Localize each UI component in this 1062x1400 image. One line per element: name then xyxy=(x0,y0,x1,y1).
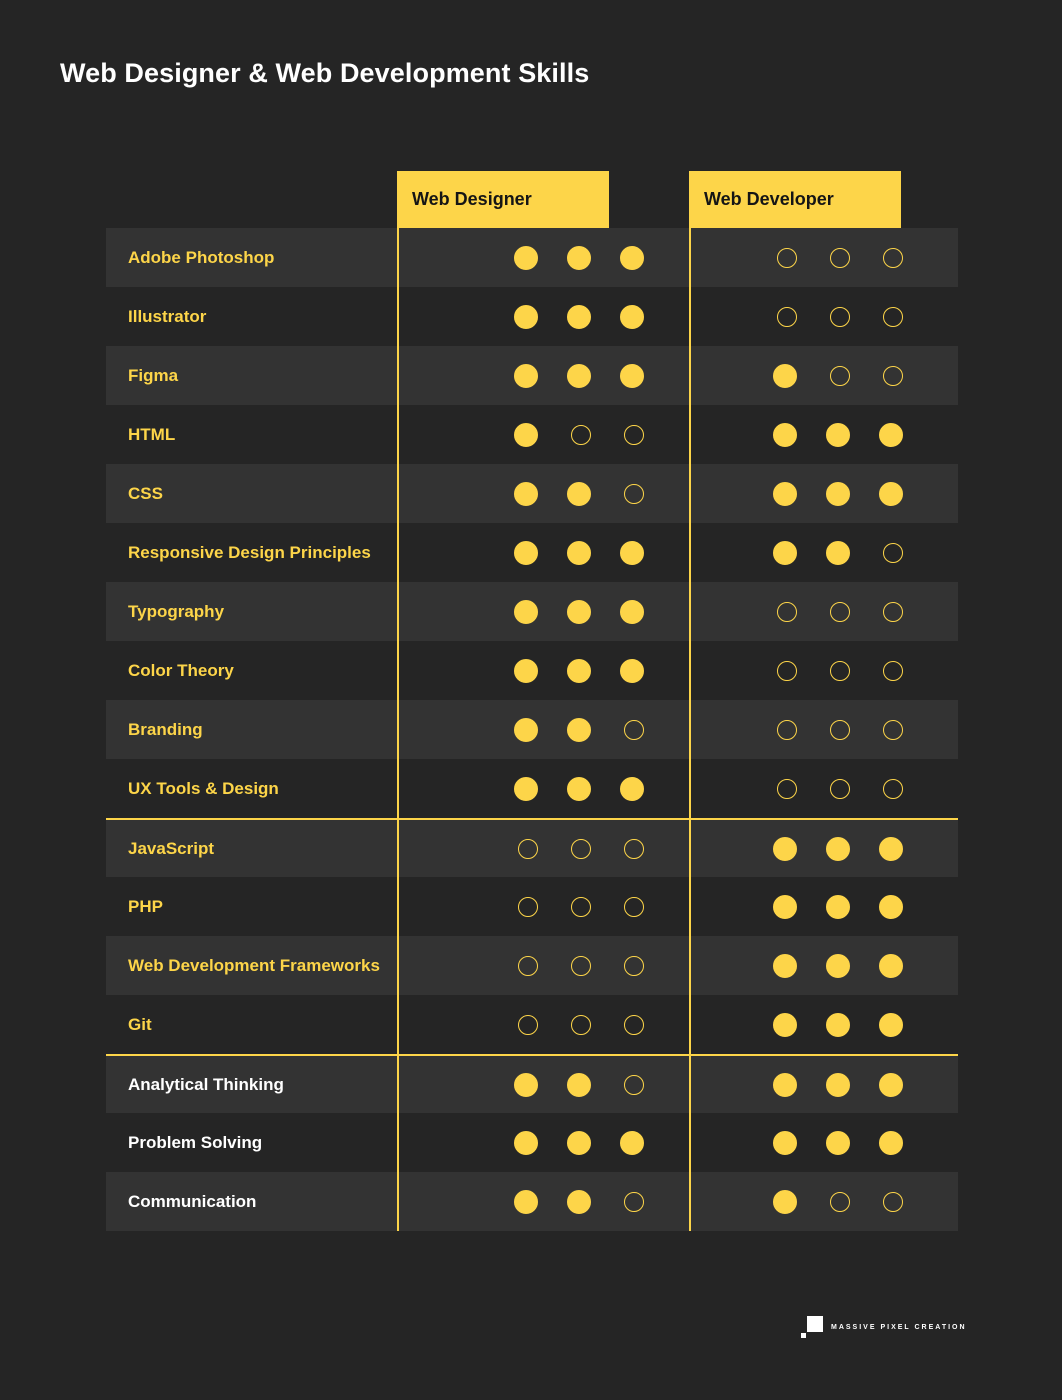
empty-circle-icon xyxy=(624,956,644,976)
filled-circle-icon xyxy=(514,423,538,447)
table-row xyxy=(106,464,958,523)
filled-circle-icon xyxy=(567,1073,591,1097)
filled-circle-icon xyxy=(826,895,850,919)
empty-circle-icon xyxy=(571,425,591,445)
page-title: Web Designer & Web Development Skills xyxy=(60,58,590,88)
skill-label: Communication xyxy=(128,1191,257,1211)
filled-circle-icon xyxy=(773,837,797,861)
developer-rating xyxy=(689,1113,958,1172)
filled-circle-icon xyxy=(567,1131,591,1155)
developer-rating xyxy=(689,1172,958,1231)
empty-circle-icon xyxy=(883,779,903,799)
table-row xyxy=(106,759,958,818)
empty-circle-icon xyxy=(883,543,903,563)
designer-rating xyxy=(397,700,689,759)
empty-circle-icon xyxy=(830,779,850,799)
filled-circle-icon xyxy=(514,1073,538,1097)
empty-circle-icon xyxy=(883,307,903,327)
empty-circle-icon xyxy=(624,839,644,859)
skill-label: Illustrator xyxy=(128,306,207,326)
empty-circle-icon xyxy=(830,366,850,386)
filled-circle-icon xyxy=(514,659,538,683)
empty-circle-icon xyxy=(518,1015,538,1035)
skill-label: Problem Solving xyxy=(128,1132,263,1152)
filled-circle-icon xyxy=(514,1131,538,1155)
skill-label: PHP xyxy=(128,896,163,916)
skill-label: Color Theory xyxy=(128,660,234,680)
empty-circle-icon xyxy=(571,839,591,859)
column-header-web-developer xyxy=(689,171,901,228)
filled-circle-icon xyxy=(773,482,797,506)
empty-circle-icon xyxy=(624,425,644,445)
designer-rating xyxy=(397,936,689,995)
skill-label: Branding xyxy=(128,719,203,739)
table-row xyxy=(106,1113,958,1172)
table-row xyxy=(106,641,958,700)
filled-circle-icon xyxy=(567,718,591,742)
developer-rating xyxy=(689,995,958,1054)
empty-circle-icon xyxy=(777,248,797,268)
filled-circle-icon xyxy=(514,246,538,270)
empty-circle-icon xyxy=(883,1192,903,1212)
skill-label: JavaScript xyxy=(128,838,214,858)
developer-rating xyxy=(689,820,958,877)
filled-circle-icon xyxy=(879,1013,903,1037)
brand-footer xyxy=(801,1316,967,1338)
designer-rating xyxy=(397,582,689,641)
table-row xyxy=(106,582,958,641)
designer-rating xyxy=(397,1113,689,1172)
filled-circle-icon xyxy=(620,600,644,624)
filled-circle-icon xyxy=(826,1131,850,1155)
filled-circle-icon xyxy=(620,364,644,388)
designer-rating xyxy=(397,995,689,1054)
filled-circle-icon xyxy=(514,482,538,506)
empty-circle-icon xyxy=(624,720,644,740)
filled-circle-icon xyxy=(567,246,591,270)
filled-circle-icon xyxy=(773,1131,797,1155)
pixel-square-logo-icon xyxy=(801,1316,823,1338)
empty-circle-icon xyxy=(883,661,903,681)
filled-circle-icon xyxy=(826,482,850,506)
skill-label: UX Tools & Design xyxy=(128,778,279,798)
empty-circle-icon xyxy=(883,602,903,622)
filled-circle-icon xyxy=(620,1131,644,1155)
skill-label: Git xyxy=(128,1014,152,1034)
filled-circle-icon xyxy=(826,837,850,861)
filled-circle-icon xyxy=(567,482,591,506)
empty-circle-icon xyxy=(777,779,797,799)
skill-label: Typography xyxy=(128,601,225,621)
developer-rating xyxy=(689,405,958,464)
filled-circle-icon xyxy=(879,895,903,919)
filled-circle-icon xyxy=(879,423,903,447)
filled-circle-icon xyxy=(567,1190,591,1214)
filled-circle-icon xyxy=(567,541,591,565)
developer-rating xyxy=(689,1056,958,1113)
filled-circle-icon xyxy=(514,718,538,742)
empty-circle-icon xyxy=(624,484,644,504)
filled-circle-icon xyxy=(826,541,850,565)
empty-circle-icon xyxy=(830,307,850,327)
empty-circle-icon xyxy=(777,602,797,622)
skill-label: Responsive Design Principles xyxy=(128,542,371,562)
empty-circle-icon xyxy=(571,897,591,917)
filled-circle-icon xyxy=(773,1073,797,1097)
developer-rating xyxy=(689,759,958,818)
empty-circle-icon xyxy=(624,1015,644,1035)
designer-rating xyxy=(397,346,689,405)
empty-circle-icon xyxy=(624,1075,644,1095)
column-header-label: Web Designer xyxy=(412,189,532,209)
filled-circle-icon xyxy=(620,659,644,683)
developer-rating xyxy=(689,936,958,995)
empty-circle-icon xyxy=(518,956,538,976)
table-row xyxy=(106,1054,958,1113)
filled-circle-icon xyxy=(879,482,903,506)
table-row xyxy=(106,936,958,995)
developer-rating xyxy=(689,582,958,641)
filled-circle-icon xyxy=(514,541,538,565)
filled-circle-icon xyxy=(826,954,850,978)
empty-circle-icon xyxy=(830,720,850,740)
table-row xyxy=(106,700,958,759)
filled-circle-icon xyxy=(514,1190,538,1214)
developer-rating xyxy=(689,464,958,523)
developer-rating xyxy=(689,346,958,405)
filled-circle-icon xyxy=(620,777,644,801)
skill-label: Web Development Frameworks xyxy=(128,955,380,975)
skill-label: HTML xyxy=(128,424,176,444)
designer-rating xyxy=(397,877,689,936)
table-row xyxy=(106,346,958,405)
filled-circle-icon xyxy=(567,600,591,624)
filled-circle-icon xyxy=(514,777,538,801)
empty-circle-icon xyxy=(830,602,850,622)
filled-circle-icon xyxy=(567,659,591,683)
filled-circle-icon xyxy=(620,541,644,565)
filled-circle-icon xyxy=(879,1131,903,1155)
empty-circle-icon xyxy=(518,839,538,859)
designer-rating xyxy=(397,1056,689,1113)
empty-circle-icon xyxy=(571,956,591,976)
developer-rating xyxy=(689,700,958,759)
filled-circle-icon xyxy=(773,954,797,978)
table-row xyxy=(106,818,958,877)
skills-table xyxy=(106,228,958,1231)
filled-circle-icon xyxy=(567,364,591,388)
table-row xyxy=(106,405,958,464)
filled-circle-icon xyxy=(826,1013,850,1037)
designer-rating xyxy=(397,405,689,464)
empty-circle-icon xyxy=(830,1192,850,1212)
developer-rating xyxy=(689,877,958,936)
empty-circle-icon xyxy=(830,661,850,681)
table-row xyxy=(106,995,958,1054)
filled-circle-icon xyxy=(620,246,644,270)
skill-label: CSS xyxy=(128,483,163,503)
developer-rating xyxy=(689,228,958,287)
designer-rating xyxy=(397,641,689,700)
empty-circle-icon xyxy=(883,366,903,386)
filled-circle-icon xyxy=(567,305,591,329)
empty-circle-icon xyxy=(624,1192,644,1212)
filled-circle-icon xyxy=(826,1073,850,1097)
filled-circle-icon xyxy=(879,954,903,978)
filled-circle-icon xyxy=(514,600,538,624)
empty-circle-icon xyxy=(777,720,797,740)
filled-circle-icon xyxy=(773,541,797,565)
filled-circle-icon xyxy=(567,777,591,801)
developer-rating xyxy=(689,287,958,346)
empty-circle-icon xyxy=(883,720,903,740)
empty-circle-icon xyxy=(571,1015,591,1035)
filled-circle-icon xyxy=(514,364,538,388)
empty-circle-icon xyxy=(830,248,850,268)
filled-circle-icon xyxy=(879,1073,903,1097)
table-row xyxy=(106,1172,958,1231)
skill-label: Figma xyxy=(128,365,179,385)
filled-circle-icon xyxy=(879,837,903,861)
table-row xyxy=(106,877,958,936)
empty-circle-icon xyxy=(777,307,797,327)
developer-rating xyxy=(689,641,958,700)
column-header-web-designer xyxy=(397,171,609,228)
filled-circle-icon xyxy=(773,423,797,447)
skill-label: Adobe Photoshop xyxy=(128,247,275,267)
designer-rating xyxy=(397,759,689,818)
table-row xyxy=(106,228,958,287)
filled-circle-icon xyxy=(620,305,644,329)
filled-circle-icon xyxy=(773,364,797,388)
filled-circle-icon xyxy=(773,1013,797,1037)
table-row xyxy=(106,523,958,582)
filled-circle-icon xyxy=(773,895,797,919)
designer-rating xyxy=(397,523,689,582)
designer-rating xyxy=(397,287,689,346)
empty-circle-icon xyxy=(624,897,644,917)
empty-circle-icon xyxy=(883,248,903,268)
empty-circle-icon xyxy=(518,897,538,917)
designer-rating xyxy=(397,228,689,287)
developer-rating xyxy=(689,523,958,582)
filled-circle-icon xyxy=(514,305,538,329)
filled-circle-icon xyxy=(773,1190,797,1214)
brand-name: MASSIVE PIXEL CREATION xyxy=(831,1323,967,1331)
designer-rating xyxy=(397,464,689,523)
column-header-label: Web Developer xyxy=(704,189,834,209)
designer-rating xyxy=(397,820,689,877)
designer-rating xyxy=(397,1172,689,1231)
skill-label: Analytical Thinking xyxy=(128,1074,284,1094)
table-row xyxy=(106,287,958,346)
filled-circle-icon xyxy=(826,423,850,447)
empty-circle-icon xyxy=(777,661,797,681)
